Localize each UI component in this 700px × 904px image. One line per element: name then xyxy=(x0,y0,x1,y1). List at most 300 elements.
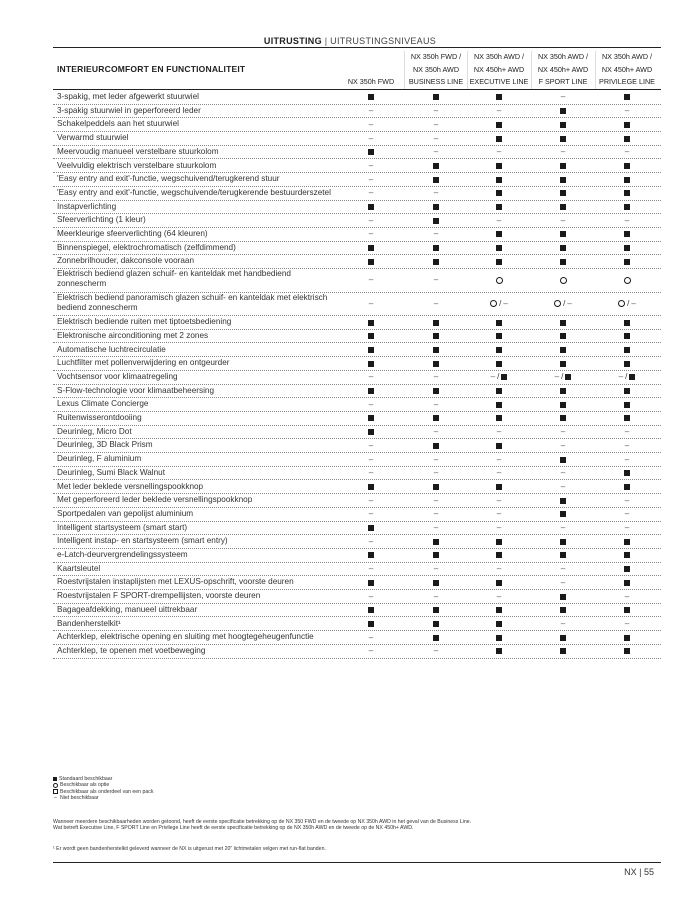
footer-separator: | xyxy=(639,867,642,877)
dash-icon: – xyxy=(368,454,374,464)
standard-square-icon xyxy=(496,361,502,367)
availability-cell xyxy=(405,427,467,437)
availability-cell xyxy=(596,275,658,285)
header-rule xyxy=(53,47,661,48)
availability-cell xyxy=(532,298,594,308)
standard-square-icon xyxy=(368,94,374,100)
availability-cell xyxy=(596,188,658,198)
standard-square-icon xyxy=(560,402,566,408)
availability-cell xyxy=(596,495,658,505)
standard-square-icon xyxy=(496,122,502,128)
availability-cell xyxy=(532,174,594,184)
row-label: Verwarmd stuurwiel xyxy=(57,133,129,143)
standard-square-icon xyxy=(368,552,374,558)
standard-square-icon xyxy=(560,511,566,517)
availability-cell xyxy=(468,564,530,574)
row-label: e-Latch-deurvergrendelingssysteem xyxy=(57,550,188,559)
column-header xyxy=(468,51,530,89)
availability-cell xyxy=(596,243,658,253)
standard-square-icon xyxy=(433,163,439,169)
availability-cell xyxy=(340,372,402,382)
row-label: Elektrisch bediend glazen schuif- en kanteldak met handbediend zonnescherm xyxy=(57,269,291,289)
row-label: Bagageafdekking, manueel uittrekbaar xyxy=(57,604,198,614)
standard-square-icon xyxy=(501,374,507,380)
standard-square-icon xyxy=(624,122,630,128)
availability-cell xyxy=(340,495,402,505)
standard-square-icon xyxy=(560,594,566,600)
dash-icon: – xyxy=(490,372,496,382)
availability-cell xyxy=(405,229,467,239)
availability-cell xyxy=(405,243,467,253)
availability-cell xyxy=(532,344,594,354)
availability-cell xyxy=(596,468,658,478)
availability-cell xyxy=(340,646,402,656)
option-circle-icon xyxy=(53,783,58,788)
row-label: 'Easy entry and exit'-functie, wegschuivend/terugkerend stuur xyxy=(57,174,280,184)
table-row xyxy=(53,397,661,412)
availability-cell xyxy=(532,92,594,102)
dash-icon: – xyxy=(433,454,439,464)
table-row xyxy=(53,562,661,577)
availability-cell xyxy=(532,440,594,450)
availability-cell xyxy=(405,119,467,129)
standard-square-icon xyxy=(560,245,566,251)
dash-icon: – xyxy=(368,440,374,450)
dash-icon: – xyxy=(433,468,439,478)
standard-square-icon xyxy=(624,607,630,613)
standard-square-icon xyxy=(433,177,439,183)
standard-square-icon xyxy=(624,333,630,339)
column-header-line: F SPORT LINE xyxy=(538,77,588,86)
availability-cell xyxy=(532,188,594,198)
note-line: Wanneer meerdere beschikbaarheden worden getoond, heeft de eerste specificatie betrekking op de NX 350 FWD en de tweede op NX 350h AWD in het geval van de Business Line. xyxy=(53,819,472,825)
availability-cell xyxy=(532,243,594,253)
availability-cell xyxy=(596,147,658,157)
dash-icon: – xyxy=(560,577,566,587)
standard-square-icon xyxy=(368,149,374,155)
standard-square-icon xyxy=(624,388,630,394)
standard-square-icon xyxy=(560,552,566,558)
availability-cell xyxy=(340,427,402,437)
availability-cell xyxy=(340,605,402,615)
availability-cell xyxy=(596,605,658,615)
dash-icon: – xyxy=(368,229,374,239)
slash-separator: / xyxy=(563,298,566,308)
availability-cell xyxy=(596,256,658,266)
dash-icon: – xyxy=(496,468,502,478)
notes xyxy=(53,819,471,832)
column-header-line: NX 450h+ AWD xyxy=(601,64,653,74)
availability-cell xyxy=(340,317,402,327)
dash-icon: – xyxy=(368,174,374,184)
dash-icon: – xyxy=(433,495,439,505)
availability-cell xyxy=(596,229,658,239)
availability-cell xyxy=(468,358,530,368)
standard-square-icon xyxy=(496,136,502,142)
standard-square-icon xyxy=(560,648,566,654)
row-label: Luchtfilter met pollenverwijdering en ontgeurder xyxy=(57,358,230,368)
note-line: Wat betreft Executive Line, F SPORT Line en Privilege Line heeft de eerste specificatie betrekking op de NX 350h AWD en de tweede op de NX 450h+ AWD. xyxy=(53,825,414,832)
availability-cell xyxy=(340,413,402,423)
standard-square-icon xyxy=(496,320,502,326)
table-row xyxy=(53,117,661,132)
standard-square-icon xyxy=(624,347,630,353)
column-header-line xyxy=(340,51,402,64)
dash-icon: – xyxy=(496,495,502,505)
availability-cell xyxy=(340,509,402,519)
availability-cell xyxy=(405,454,467,464)
table-row xyxy=(53,644,661,659)
availability-cell xyxy=(405,605,467,615)
standard-square-icon xyxy=(53,777,57,781)
table-row xyxy=(53,466,661,481)
table-row xyxy=(53,343,661,358)
legend xyxy=(53,776,153,801)
standard-square-icon xyxy=(433,484,439,490)
dash-icon: – xyxy=(624,509,630,519)
dash-icon: – xyxy=(368,536,374,546)
availability-cell xyxy=(532,133,594,143)
table-row xyxy=(53,329,661,344)
availability-cell xyxy=(340,550,402,560)
row-label: Sfeerverlichting (1 kleur) xyxy=(57,215,146,225)
table-row xyxy=(53,370,661,385)
availability-cell xyxy=(340,591,402,601)
availability-cell xyxy=(596,646,658,656)
availability-cell xyxy=(405,591,467,601)
dash-icon: – xyxy=(624,147,630,157)
standard-square-icon xyxy=(433,218,439,224)
standard-square-icon xyxy=(496,635,502,641)
availability-cell xyxy=(340,160,402,170)
standard-square-icon xyxy=(624,136,630,142)
availability-cell xyxy=(532,468,594,478)
standard-square-icon xyxy=(433,333,439,339)
column-header-line: NX 350h AWD / xyxy=(537,52,589,61)
table-row xyxy=(53,186,661,201)
dash-icon: – xyxy=(496,509,502,519)
availability-cell xyxy=(468,160,530,170)
availability-cell xyxy=(340,344,402,354)
availability-cell xyxy=(596,331,658,341)
availability-cell xyxy=(340,106,402,116)
table-row xyxy=(53,159,661,174)
standard-square-icon xyxy=(624,552,630,558)
availability-cell xyxy=(340,243,402,253)
standard-square-icon xyxy=(368,388,374,394)
availability-cell xyxy=(340,577,402,587)
dash-icon: – xyxy=(496,147,502,157)
availability-cell xyxy=(405,468,467,478)
availability-cell xyxy=(596,413,658,423)
dash-icon: – xyxy=(624,427,630,437)
dash-icon: – xyxy=(368,495,374,505)
dash-icon: – xyxy=(554,372,560,382)
dash-icon: – xyxy=(433,646,439,656)
standard-square-icon xyxy=(368,607,374,613)
availability-cell xyxy=(468,331,530,341)
standard-square-icon xyxy=(496,621,502,627)
availability-cell xyxy=(468,92,530,102)
standard-square-icon xyxy=(496,245,502,251)
table-row xyxy=(53,617,661,632)
availability-cell xyxy=(596,358,658,368)
availability-cell xyxy=(340,564,402,574)
availability-cell xyxy=(468,229,530,239)
row-label: Intelligent instap- en startsysteem (smart entry) xyxy=(57,536,228,546)
dash-icon: – xyxy=(54,794,57,801)
standard-square-icon xyxy=(496,259,502,265)
standard-square-icon xyxy=(368,347,374,353)
availability-cell xyxy=(468,495,530,505)
column-divider xyxy=(467,51,468,89)
availability-cell xyxy=(596,298,658,308)
availability-cell xyxy=(532,605,594,615)
standard-square-icon xyxy=(624,648,630,654)
standard-square-icon xyxy=(368,484,374,490)
dash-icon: – xyxy=(560,427,566,437)
availability-cell xyxy=(468,188,530,198)
availability-cell xyxy=(596,618,658,628)
availability-cell xyxy=(405,298,467,308)
availability-cell xyxy=(340,229,402,239)
table-row xyxy=(53,254,661,269)
availability-cell xyxy=(340,399,402,409)
dash-icon: – xyxy=(496,523,502,533)
dash-icon: – xyxy=(433,133,439,143)
standard-square-icon xyxy=(624,484,630,490)
column-header xyxy=(340,51,402,89)
table-row xyxy=(53,548,661,563)
table-row xyxy=(53,438,661,453)
standard-square-icon xyxy=(496,443,502,449)
dash-icon: – xyxy=(368,372,374,382)
row-label: 3-spakig, met leder afgewerkt stuurwiel xyxy=(57,92,199,101)
standard-square-icon xyxy=(496,204,502,210)
availability-cell xyxy=(468,174,530,184)
availability-cell xyxy=(468,454,530,464)
standard-square-icon xyxy=(433,347,439,353)
standard-square-icon xyxy=(368,429,374,435)
standard-square-icon xyxy=(496,94,502,100)
dash-icon: – xyxy=(560,440,566,450)
availability-cell xyxy=(468,215,530,225)
row-label: Deurinleg, 3D Black Prism xyxy=(57,440,153,450)
dash-icon: – xyxy=(624,106,630,116)
standard-square-icon xyxy=(624,415,630,421)
row-label: Vochtsensor voor klimaatregeling xyxy=(57,371,178,381)
column-header-line: EXECUTIVE LINE xyxy=(469,77,529,86)
standard-square-icon xyxy=(560,498,566,504)
dash-icon: – xyxy=(368,298,374,308)
standard-square-icon xyxy=(496,333,502,339)
availability-cell xyxy=(405,317,467,327)
standard-square-icon xyxy=(368,333,374,339)
availability-cell xyxy=(596,215,658,225)
dash-icon: – xyxy=(433,147,439,157)
availability-cell xyxy=(340,215,402,225)
availability-cell xyxy=(532,618,594,628)
dash-icon: – xyxy=(433,188,439,198)
availability-cell xyxy=(405,564,467,574)
availability-cell xyxy=(532,522,594,532)
standard-square-icon xyxy=(368,580,374,586)
standard-square-icon xyxy=(433,539,439,545)
standard-square-icon xyxy=(496,231,502,237)
availability-cell xyxy=(405,188,467,198)
table-row xyxy=(53,384,661,399)
standard-square-icon xyxy=(624,566,630,572)
table-row xyxy=(53,292,661,317)
dash-icon: – xyxy=(433,591,439,601)
availability-cell xyxy=(340,133,402,143)
standard-square-icon xyxy=(368,621,374,627)
availability-cell xyxy=(340,188,402,198)
availability-cell xyxy=(468,119,530,129)
availability-cell xyxy=(532,229,594,239)
table-row xyxy=(53,603,661,618)
option-circle-icon xyxy=(624,277,631,284)
table-row xyxy=(53,315,661,330)
legend-text: Beschikbaar als onderdeel van een pack xyxy=(60,788,154,795)
standard-square-icon xyxy=(496,415,502,421)
availability-cell xyxy=(405,256,467,266)
standard-square-icon xyxy=(368,361,374,367)
availability-cell xyxy=(468,399,530,409)
availability-cell xyxy=(340,358,402,368)
footer-model: NX xyxy=(624,867,637,877)
table-row xyxy=(53,452,661,467)
table-row xyxy=(53,268,661,293)
slash-separator: / xyxy=(497,372,500,382)
availability-cell xyxy=(340,632,402,642)
availability-cell xyxy=(340,119,402,129)
standard-square-icon xyxy=(624,259,630,265)
row-label: Meerkleurige sfeerverlichting (64 kleuren) xyxy=(57,229,208,238)
table-row xyxy=(53,104,661,119)
dash-icon: – xyxy=(496,106,502,116)
standard-square-icon xyxy=(433,635,439,641)
slash-separator: / xyxy=(561,372,564,382)
standard-square-icon xyxy=(560,122,566,128)
standard-square-icon xyxy=(624,539,630,545)
row-label: Kaartsleutel xyxy=(57,563,101,573)
availability-cell xyxy=(532,536,594,546)
dash-icon: – xyxy=(496,454,502,464)
standard-square-icon xyxy=(560,635,566,641)
dash-icon: – xyxy=(560,92,566,102)
table-row xyxy=(53,227,661,242)
standard-square-icon xyxy=(624,204,630,210)
standard-square-icon xyxy=(560,190,566,196)
availability-cell xyxy=(532,564,594,574)
availability-cell xyxy=(468,344,530,354)
dash-icon: – xyxy=(631,298,636,308)
standard-square-icon xyxy=(624,320,630,326)
standard-square-icon xyxy=(629,374,635,380)
availability-cell xyxy=(468,385,530,395)
standard-square-icon xyxy=(368,259,374,265)
availability-cell xyxy=(596,509,658,519)
availability-cell xyxy=(405,215,467,225)
standard-square-icon xyxy=(560,388,566,394)
standard-square-icon xyxy=(624,231,630,237)
availability-cell xyxy=(405,331,467,341)
standard-square-icon xyxy=(624,580,630,586)
row-label: Roestvrijstalen F SPORT-drempellijsten, voorste deuren xyxy=(57,591,261,601)
availability-cell xyxy=(596,344,658,354)
dash-icon: – xyxy=(368,564,374,574)
standard-square-icon xyxy=(368,204,374,210)
standard-square-icon xyxy=(565,374,571,380)
row-label: Veelvuldig elektrisch verstelbare stuurkolom xyxy=(57,160,217,170)
availability-cell xyxy=(468,243,530,253)
standard-square-icon xyxy=(624,361,630,367)
row-label: Zonnebrilhouder, dakconsole vooraan xyxy=(57,256,195,266)
table-row xyxy=(53,200,661,215)
dash-icon: – xyxy=(368,106,374,116)
availability-cell xyxy=(405,201,467,211)
availability-cell xyxy=(405,92,467,102)
availability-cell xyxy=(340,256,402,266)
row-label: Achterklep, te openen met voetbeweging xyxy=(57,645,206,655)
availability-cell xyxy=(405,399,467,409)
availability-cell xyxy=(468,298,530,308)
column-header-line xyxy=(340,64,402,77)
availability-cell xyxy=(532,509,594,519)
pack-box-icon xyxy=(53,789,58,794)
availability-cell xyxy=(340,275,402,285)
dash-icon: – xyxy=(624,618,630,628)
availability-cell xyxy=(532,358,594,368)
standard-square-icon xyxy=(624,402,630,408)
availability-cell xyxy=(596,536,658,546)
standard-square-icon xyxy=(496,552,502,558)
dash-icon: – xyxy=(560,481,566,491)
availability-cell xyxy=(405,495,467,505)
row-label: S-Flow-technologie voor klimaatbeheersing xyxy=(57,385,215,395)
availability-cell xyxy=(340,385,402,395)
availability-cell xyxy=(596,427,658,437)
dash-icon: – xyxy=(433,119,439,129)
availability-cell xyxy=(468,509,530,519)
footer-page: 55 xyxy=(643,867,654,877)
standard-square-icon xyxy=(560,204,566,210)
option-circle-icon xyxy=(560,277,567,284)
dash-icon: – xyxy=(624,440,630,450)
dash-icon: – xyxy=(618,372,624,382)
row-label: Bandenherstelkit¹ xyxy=(57,618,121,628)
availability-cell xyxy=(596,399,658,409)
availability-cell xyxy=(405,536,467,546)
row-label: Elektrisch bediende ruiten met tiptoetsbediening xyxy=(57,317,232,327)
availability-cell xyxy=(596,201,658,211)
availability-cell xyxy=(596,372,658,382)
availability-cell xyxy=(405,385,467,395)
column-header-line: NX 350h AWD / xyxy=(601,52,653,61)
availability-cell xyxy=(468,577,530,587)
dash-icon: – xyxy=(368,215,374,225)
availability-cell xyxy=(596,174,658,184)
standard-square-icon xyxy=(560,177,566,183)
availability-cell xyxy=(405,632,467,642)
slash-separator: / xyxy=(627,298,630,308)
dash-icon: – xyxy=(433,372,439,382)
row-label: Sportpedalen van gepolijst aluminium xyxy=(57,508,194,518)
availability-cell xyxy=(532,577,594,587)
standard-square-icon xyxy=(560,361,566,367)
availability-cell xyxy=(532,160,594,170)
